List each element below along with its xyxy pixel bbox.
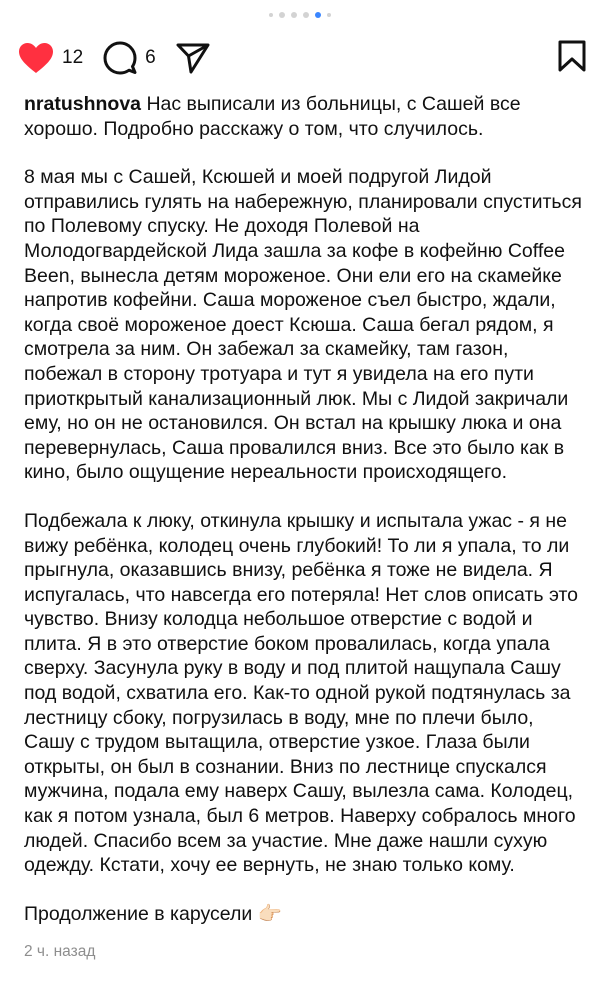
caption-paragraph: Подбежала к люку, откинула крышку и испытала ужас - я не вижу ребёнка, колодец очень глубокий! То ли я упала, то ли прыгнула, оказавшись внизу, ребёнка я тоже не видела. Я испугалась, что навсегда его потеряла! Нет слов описать это чувство. Внизу колодца небольшое отверстие с водой и плита. Я в это отверстие боком провалилась, когда упала сверху. Засунула руку в воду и под плитой нащупала Сашу под водой, схватила его. Как-то одной рукой подтянулась за лестницу сбоку, погрузилась в воду, мне по плечи было, Сашу с трудом вытащила, отверстие узкое. Глаза были открыты, он был в сознании. Вниз по лестнице спускался мужчина, подала ему наверх Сашу, вылезла сама. Колодец, как я потом узнала, был 6 метров. Наверху собралось много людей. Спасибо всем за участие. Мне даже нашли сухую одежду. Кстати, хочу ее вернуть, не знаю только кому. [24, 509, 579, 877]
bookmark-icon [558, 59, 586, 76]
comment-bubble-icon [103, 41, 137, 75]
caption-lead [24, 92, 586, 141]
carousel-dot [303, 12, 309, 18]
caption-paragraph: 8 мая мы с Сашей, Ксюшей и моей подругой Лидой отправились гулять на набережную, планировали спуститься по Полевому спуску. Не доходя Полевой на Молодогвардейской Лида зашла за кофе в кофейню Coffee Been, вынесла детям мороженое. Они ели его на скамейке напротив кофейни. Саша мороженое съел быстро, ждали, когда своё мороженое доест Ксюша. Саша бегал рядом, я смотрела за ним. Он забежал за скамейку, там газон, побежал в сторону тротуара и тут я увидела на его пути приоткрытый канализационный люк. Мы с Лидой закричали ему, но он не остановился. Он встал на крышку люка и она перевернулась, Саша провалился вниз. Все это было как в кино, было ощущение нереальности происходящего. [24, 166, 582, 484]
author-username[interactable]: nratushnova [24, 93, 142, 115]
caption-continuation: Продолжение в карусели 👉🏻 [24, 902, 282, 925]
like-count: 12 [62, 47, 84, 68]
share-button[interactable] [176, 42, 210, 74]
carousel-dot-active [315, 12, 321, 18]
paper-plane-icon [176, 42, 210, 74]
carousel-dot [279, 12, 285, 18]
carousel-dot [291, 12, 297, 18]
comment-count: 6 [145, 47, 156, 68]
carousel-dot [269, 13, 273, 17]
comment-button[interactable] [103, 41, 156, 75]
caption-lead-text: Нас выписали из больницы, с Сашей все хорошо. Подробно расскажу о том, что случилось. [24, 93, 521, 140]
heart-filled-icon [18, 42, 54, 74]
carousel-indicator [0, 12, 600, 18]
post-action-bar [18, 40, 586, 76]
post-timestamp: 2 ч. назад [24, 943, 96, 960]
post-caption [24, 92, 586, 950]
like-button[interactable] [18, 42, 83, 74]
save-button[interactable] [558, 40, 586, 77]
carousel-dot [327, 13, 331, 17]
